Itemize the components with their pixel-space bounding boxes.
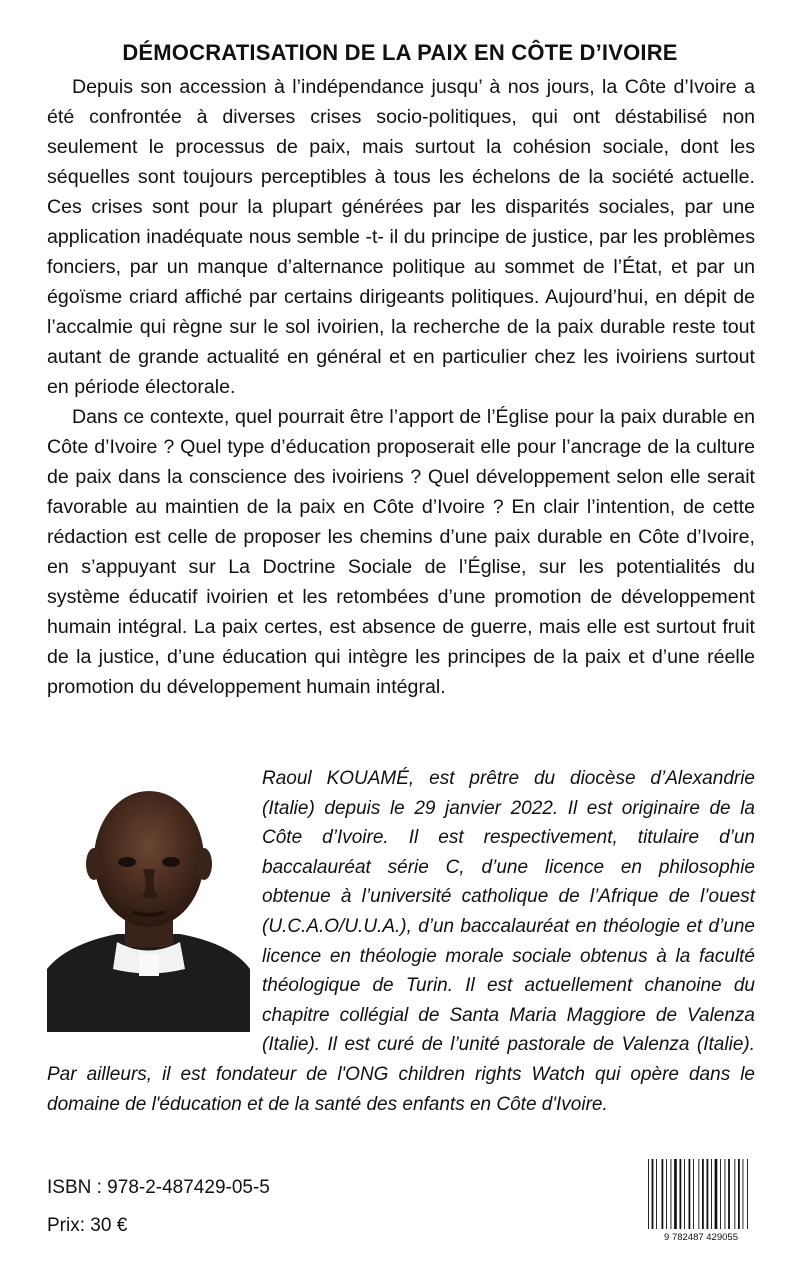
barcode-bar bbox=[671, 1159, 672, 1229]
barcode-bar bbox=[728, 1159, 730, 1229]
barcode-bar bbox=[689, 1159, 691, 1229]
summary-paragraph-2: Dans ce contexte, quel pourrait être l’apport de l’Église pour la paix durable en Côte d’Ivoire ? Quel type d’éducation proposerait elle pour l’ancrage de la culture de paix dans la conscience des ivoiriens ? Quel développement selon elle serait favorable au maintien de la paix en Côte d’Ivoire ? En clair l’intention, de cette rédaction est celle de proposer les chemins d’une paix durable en Côte d’Ivoire, en s’appuyant sur La Doctrine Sociale de l’Église, sur les potentialités du système éducatif ivoirien et les retombées d’une promotion de développement humain intégral. La paix certes, est absence de guerre, mais elle est surtout fruit de la justice, d’une éducation qui intègre les principes de la paix et d’une réelle promotion du développement humain intégral. bbox=[47, 406, 755, 698]
barcode-digits: 9 782487 429055 bbox=[664, 1232, 738, 1243]
barcode-bar bbox=[680, 1159, 682, 1229]
barcode-bar bbox=[702, 1159, 704, 1229]
isbn: ISBN : 978-2-487429-05-5 bbox=[47, 1177, 270, 1198]
barcode-bar bbox=[698, 1159, 699, 1229]
barcode-bar bbox=[738, 1159, 740, 1229]
book-title: DÉMOCRATISATION DE LA PAIX EN CÔTE D’IVOIRE bbox=[122, 40, 678, 65]
barcode bbox=[646, 1157, 756, 1243]
barcode-bar bbox=[648, 1159, 649, 1229]
barcode-bar bbox=[715, 1159, 718, 1229]
price: Prix: 30 € bbox=[47, 1215, 128, 1236]
barcode-bar bbox=[707, 1159, 709, 1229]
barcode-bar bbox=[652, 1159, 654, 1229]
author-bio-section bbox=[47, 764, 755, 1119]
barcode-bar bbox=[684, 1159, 685, 1229]
barcode-bar bbox=[725, 1159, 726, 1229]
author-photo-area bbox=[47, 764, 262, 1036]
barcode-bar bbox=[734, 1159, 735, 1229]
barcode-bar bbox=[720, 1159, 721, 1229]
barcode-bar bbox=[666, 1159, 667, 1229]
author-photo bbox=[47, 764, 250, 1032]
barcode-bar bbox=[743, 1159, 744, 1229]
barcode-bar bbox=[662, 1159, 664, 1229]
barcode-bar bbox=[693, 1159, 694, 1229]
author-bio-text: Raoul KOUAMÉ, est prêtre du diocèse d’Alexandrie (Italie) depuis le 29 janvier 2022. Il est originaire de la Côte d’Ivoire. Il est respectivement, titulaire d’un baccalauréat série C, d’une licence en philosophie obtenue à l’université catholique de l’Afrique de l’ouest (U.C.A.O/U.U.A.), d’un baccalauréat en théologie et d’une licence en théologie morale sociale obtenus à la faculté théologique de Turin. Il est actuellement chanoine du chapitre collégial de Santa Maria Maggiore de Valenza (Italie). Il est curé de l’unité pastorale de Valenza (Italie). Par ailleurs, il est fondateur de l'ONG children rights Watch qui opère dans le domaine de l'éducation et de la santé des enfants en Côte d'Ivoire. bbox=[47, 768, 755, 1115]
barcode-bar bbox=[656, 1159, 657, 1229]
barcode-bar bbox=[747, 1159, 748, 1229]
barcode-bar bbox=[674, 1159, 677, 1229]
summary-paragraph-1: Depuis son accession à l’indépendance jusqu’ à nos jours, la Côte d’Ivoire a été confrontée à diverses crises socio-politiques, qui ont déstabilisé non seulement le processus de paix, mais surtout la cohésion sociale, dont les séquelles sont toujours perceptibles à tous les échelons de la société actuelle. Ces crises sont pour la plupart générées par les disparités sociales, par une application inadéquate nous semble -t- il du principe de justice, par les problèmes fonciers, par un manque d’alternance politique au sommet de l’État, et par un égoïsme criard affiché par certains dirigeants politiques. Aujourd’hui, en dépit de l’accalmie qui règne sur le sol ivoirien, la recherche de la paix durable reste tout autant de grande actualité en général et en particulier chez les ivoiriens surtout en période électorale. bbox=[47, 76, 755, 398]
barcode-bar bbox=[711, 1159, 712, 1229]
back-cover-summary bbox=[47, 72, 755, 702]
